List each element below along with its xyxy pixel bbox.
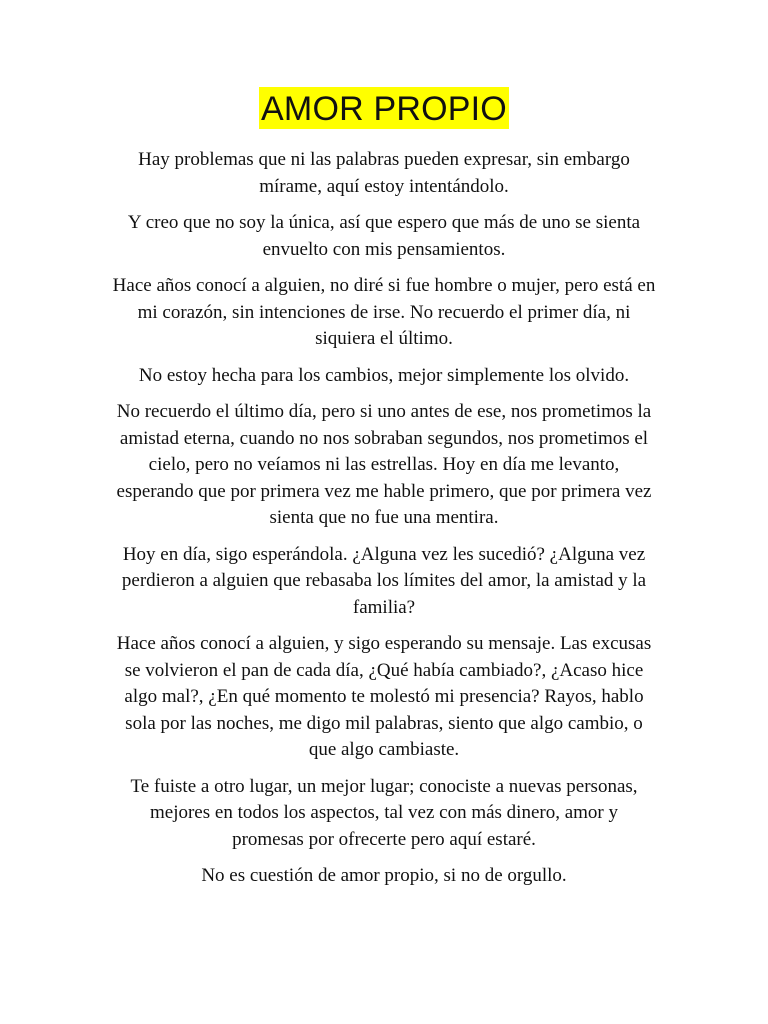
paragraph-1: Hay problemas que ni las palabras pueden expresar, sin embargo mírame, aquí estoy intentándolo. xyxy=(138,149,630,197)
paragraph-2: Y creo que no soy la única, así que espero que más de uno se sienta envuelto con mis pensamientos. xyxy=(127,212,641,260)
paragraph-5: No recuerdo el último día, pero si uno antes de ese, nos prometimos la amistad eterna, cuando no nos sobraban segundos, nos prometimos el cielo, pero no veíamos ni las estrellas. Hoy en día me levanto, esperando que por primera vez me hable primero, que por primera vez sienta que no fue una mentira. xyxy=(116,401,652,528)
paragraph-8: Te fuiste a otro lugar, un mejor lugar; conociste a nuevas personas, mejores en todos los aspectos, tal vez con más dinero, amor y promesas por ofrecerte pero aquí estaré. xyxy=(130,775,638,850)
paragraph-7: Hace años conocí a alguien, y sigo esperando su mensaje. Las excusas se volvieron el pan de cada día, ¿Qué había cambiado?, ¿Acaso hice algo mal?, ¿En qué momento te molestó mi presencia? Rayos, hablo sola por las noches, me digo mil palabras, siento que algo cambio, o que algo cambiaste. xyxy=(116,633,652,760)
paragraph-3: Hace años conocí a alguien, no diré si fue hombre o mujer, pero está en mi corazón, sin intenciones de irse. No recuerdo el primer día, ni siquiera el último. xyxy=(112,275,656,349)
document-body xyxy=(112,147,656,900)
paragraph-6: Hoy en día, sigo esperándola. ¿Alguna vez les sucedió? ¿Alguna vez perdieron a alguien que rebasaba los límites del amor, la amistad y la familia? xyxy=(121,543,647,618)
title-container xyxy=(0,87,768,129)
paragraph-9: No es cuestión de amor propio, si no de orgullo. xyxy=(201,865,567,886)
paragraph-4: No estoy hecha para los cambios, mejor simplemente los olvido. xyxy=(138,364,630,386)
document-title: AMOR PROPIO xyxy=(259,87,509,129)
